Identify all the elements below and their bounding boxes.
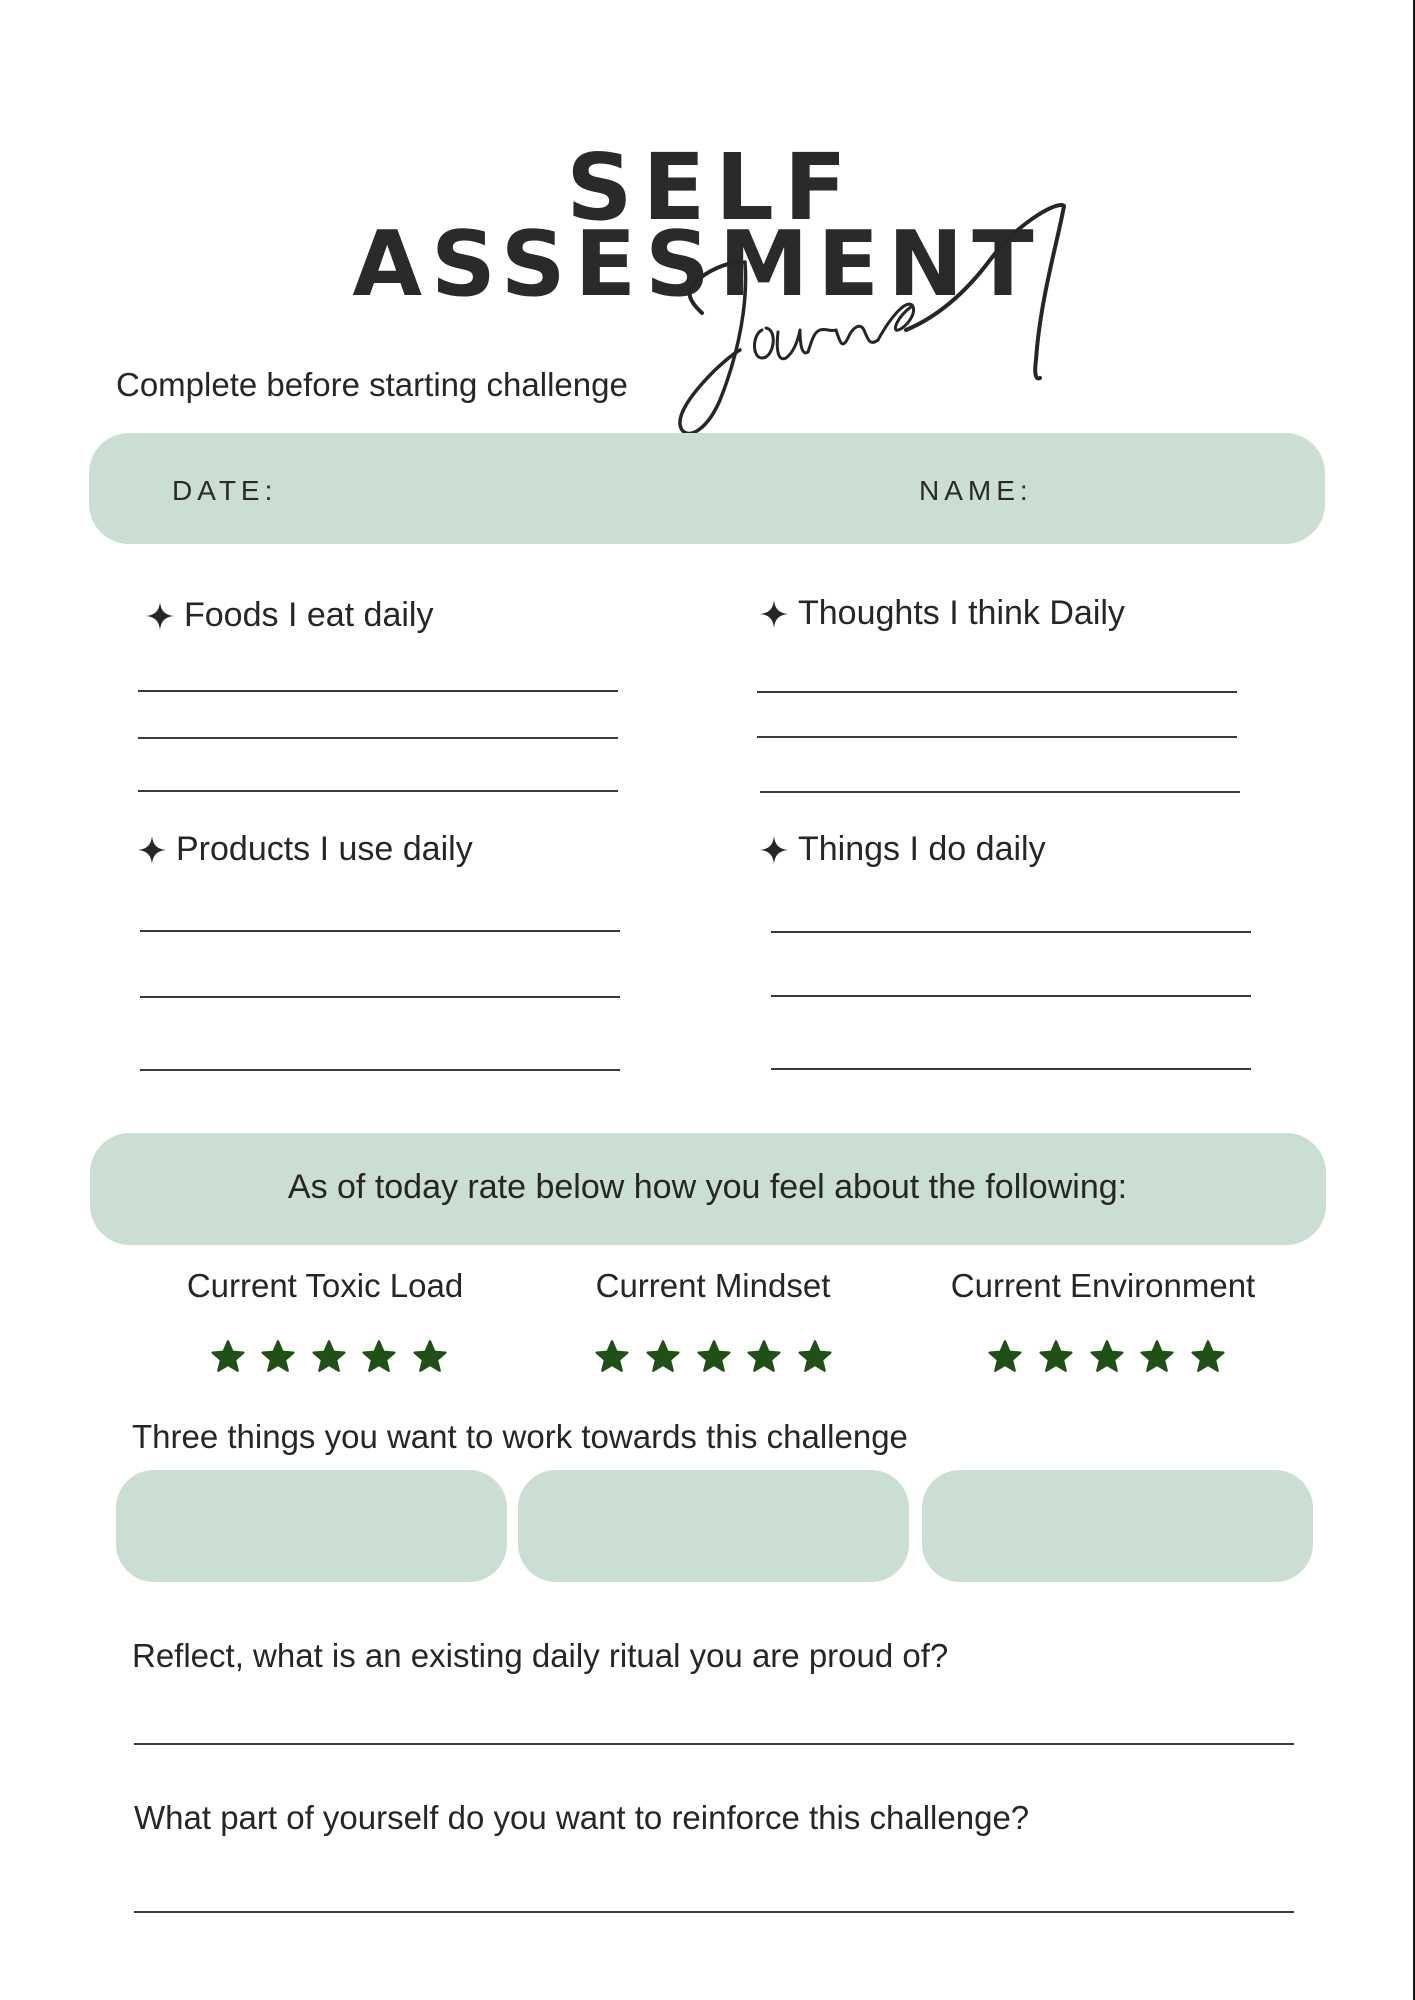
things-line-1[interactable] [771, 931, 1251, 933]
things-line-3[interactable] [771, 1068, 1251, 1070]
star-icon[interactable] [1190, 1339, 1226, 1375]
sparkle-icon [760, 836, 788, 864]
products-line-2[interactable] [140, 996, 620, 998]
rating-prompt: As of today rate below how you feel about the following: [287, 1168, 1128, 1206]
star-icon[interactable] [1038, 1339, 1074, 1375]
section-things [760, 830, 1046, 869]
section-foods [146, 596, 433, 635]
star-icon[interactable] [1139, 1339, 1175, 1375]
sparkle-icon [146, 602, 174, 630]
section-thoughts-label: Thoughts I think Daily [798, 594, 1125, 632]
goal-box-3[interactable] [922, 1470, 1313, 1582]
star-icon[interactable] [594, 1339, 630, 1375]
section-foods-label: Foods I eat daily [184, 596, 434, 634]
date-field[interactable]: DATE: [172, 475, 278, 506]
goal-box-2[interactable] [518, 1470, 909, 1582]
foods-line-3[interactable] [138, 790, 618, 792]
section-thoughts [760, 594, 1125, 633]
journal-script-title [660, 190, 1080, 450]
products-line-3[interactable] [140, 1069, 620, 1071]
name-field[interactable]: NAME: [919, 475, 1033, 506]
star-icon[interactable] [260, 1339, 296, 1375]
sparkle-icon [138, 836, 166, 864]
title-assesment: ASSESMENT [352, 212, 1043, 317]
section-things-label: Things I do daily [798, 830, 1046, 868]
star-icon[interactable] [210, 1339, 246, 1375]
section-products [138, 830, 473, 869]
reflection-line-ritual[interactable] [134, 1743, 1294, 1745]
title-self: SELF [566, 134, 857, 241]
star-icon[interactable] [361, 1339, 397, 1375]
star-icon[interactable] [311, 1339, 347, 1375]
star-icon[interactable] [645, 1339, 681, 1375]
section-products-label: Products I use daily [176, 830, 473, 868]
subtitle: Complete before starting challenge [116, 366, 628, 403]
things-line-2[interactable] [771, 995, 1251, 997]
star-icon[interactable] [1089, 1339, 1125, 1375]
reflection-prompt-ritual: Reflect, what is an existing daily ritual you are proud of? [132, 1637, 949, 1674]
rating-label-toxic-load: Current Toxic Load [186, 1267, 464, 1304]
goals-prompt: Three things you want to work towards this challenge [132, 1418, 908, 1455]
thoughts-line-1[interactable] [757, 691, 1237, 693]
star-icon[interactable] [412, 1339, 448, 1375]
rating-label-environment: Current Environment [950, 1267, 1256, 1304]
star-icon[interactable] [696, 1339, 732, 1375]
sparkle-icon [760, 600, 788, 628]
thoughts-line-2[interactable] [757, 736, 1237, 738]
rating-label-mindset: Current Mindset [595, 1267, 831, 1304]
thoughts-line-3[interactable] [760, 791, 1240, 793]
goal-box-1[interactable] [116, 1470, 507, 1582]
star-icon[interactable] [746, 1339, 782, 1375]
products-line-1[interactable] [140, 930, 620, 932]
star-icon[interactable] [987, 1339, 1023, 1375]
star-icon[interactable] [797, 1339, 833, 1375]
reflection-line-reinforce[interactable] [134, 1911, 1294, 1913]
foods-line-1[interactable] [138, 690, 618, 692]
foods-line-2[interactable] [138, 737, 618, 739]
reflection-prompt-reinforce: What part of yourself do you want to reinforce this challenge? [134, 1799, 1030, 1836]
